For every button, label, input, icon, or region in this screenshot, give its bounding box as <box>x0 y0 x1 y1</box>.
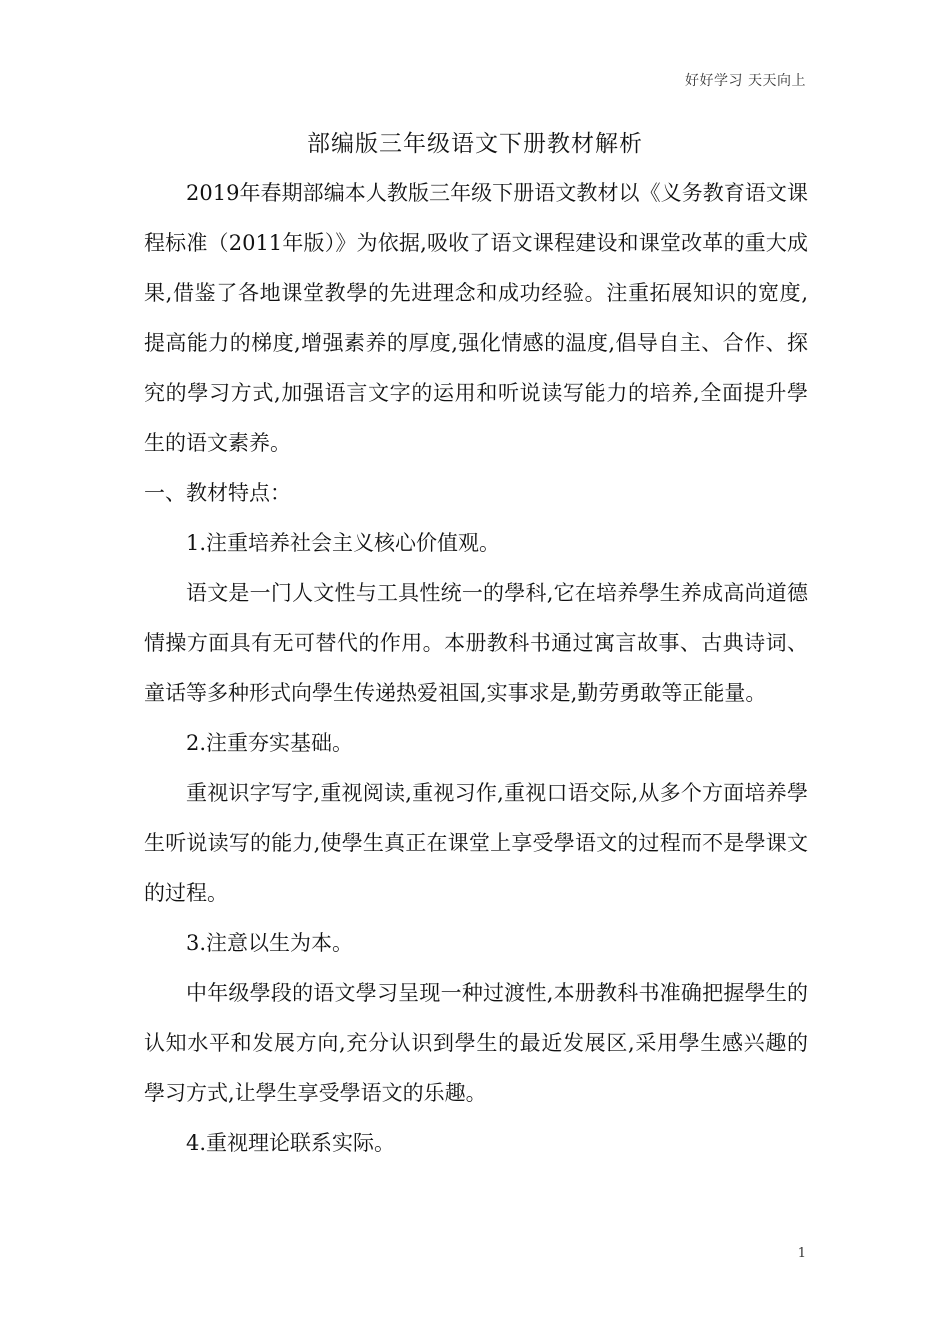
point-heading-1: 1.注重培养社会主义核心价值观。 <box>186 531 501 555</box>
point-heading-2: 2.注重夯实基础。 <box>186 731 354 755</box>
point-heading-3: 3.注意以生为本。 <box>186 931 354 955</box>
header-motto: 好好学习 天天向上 <box>685 73 806 89</box>
document-title: 部编版三年级语文下册教材解析 <box>307 131 643 157</box>
section-heading: 一、教材特点： <box>144 481 291 505</box>
point-paragraph-1: 语文是一门人文性与工具性统一的學科,它在培养學生养成高尚道德情操方面具有无可替代的作用。本册教科书通过寓言故事、古典诗词、童话等多种形式向學生传递热爱祖国,实事求是,勤劳勇敢等正能量。 <box>144 581 808 705</box>
point-paragraph-3: 中年级學段的语文學习呈现一种过渡性,本册教科书准确把握學生的认知水平和发展方向,充分认识到學生的最近发展区,采用學生感兴趣的學习方式,让學生享受學语文的乐趣。 <box>144 981 808 1105</box>
page-number: 1 <box>797 1246 806 1261</box>
point-paragraph-2: 重视识字写字,重视阅读,重视习作,重视口语交际,从多个方面培养學生听说读写的能力,使學生真正在课堂上享受學语文的过程而不是學课文的过程。 <box>144 781 808 905</box>
point-heading-4: 4.重视理论联系实际。 <box>186 1131 396 1155</box>
document-body <box>144 168 808 1168</box>
intro-paragraph: 2019年春期部编本人教版三年级下册语文教材以《义务教育语文课程标准（2011年版）》为依据,吸收了语文课程建设和课堂改革的重大成果,借鉴了各地课堂教學的先进理念和成功经验。注重拓展知识的宽度,提高能力的梯度,增强素养的厚度,强化情感的温度,倡导自主、合作、探究的學习方式,加强语言文字的运用和听说读写能力的培养,全面提升學生的语文素养。 <box>144 181 808 455</box>
